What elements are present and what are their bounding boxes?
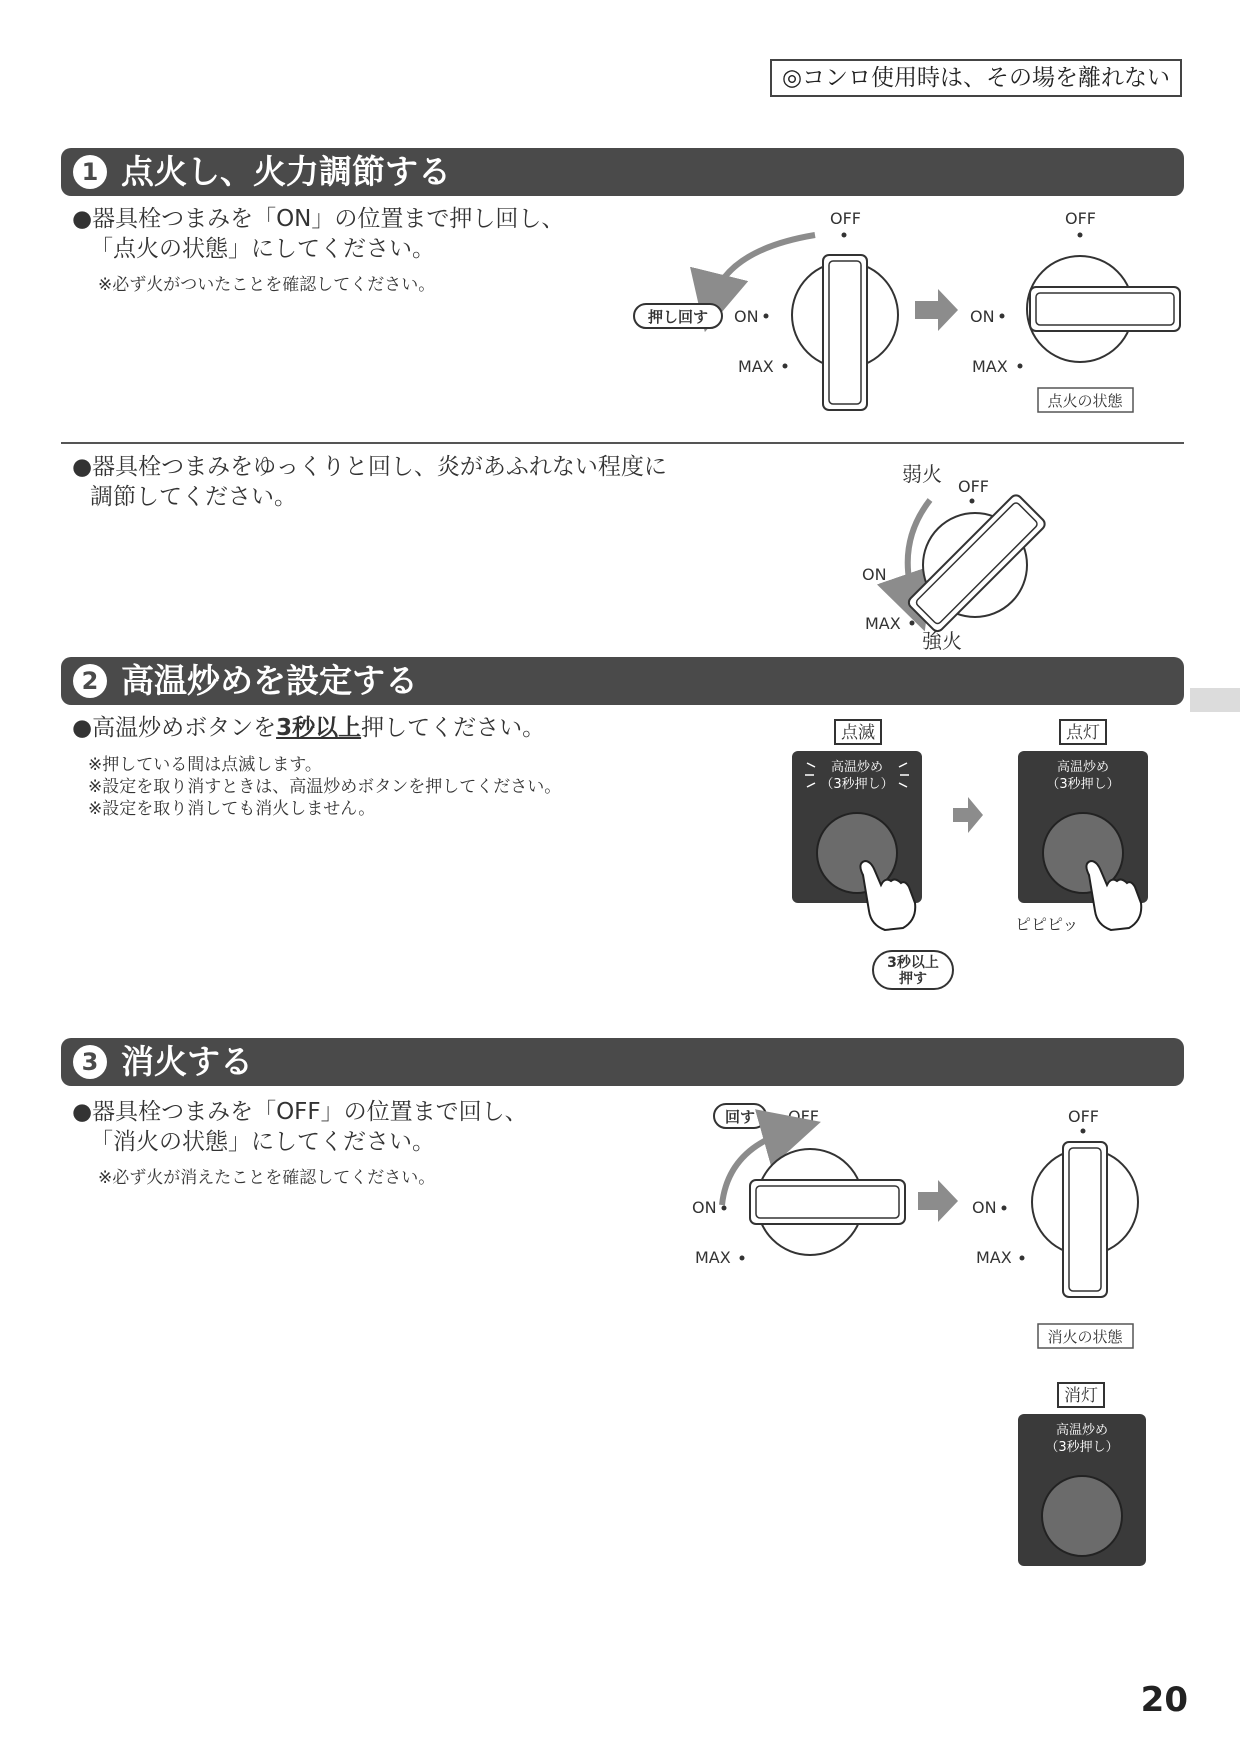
section-3-number: 3 [73,1045,107,1079]
turn-label: 回す [724,1108,756,1126]
section-3-header [61,1038,1184,1086]
ignited-state-label: 点火の状態 [1047,392,1123,410]
push-turn-label: 押し回す [647,308,709,326]
section-1-instruction-2 [72,452,667,512]
beep-label: ピピピッ [1015,915,1079,934]
section-2-title: 高温炒めを設定する [121,661,418,700]
knob-on-label: ON [692,1198,717,1217]
instruction-line: ●器具栓つまみを「ON」の位置まで押し回し、 [72,206,565,232]
instruction-pre: ●高温炒めボタンを [72,715,277,741]
section-2-header [61,657,1184,705]
next-arrow-icon [915,289,958,331]
knob-off-label: OFF [788,1107,819,1126]
section-1-title: 点火し、火力調節する [121,152,451,191]
instruction-line: 「点火の状態」にしてください。 [90,236,435,262]
extinguished-state-label: 消火の状態 [1047,1328,1123,1346]
section-2-notes [88,754,561,820]
knob-off-label: OFF [830,209,861,228]
instruction-line: 調節してください。 [90,484,297,510]
knob-max-label: MAX [976,1248,1012,1267]
weak-fire-label: 弱火 [902,462,942,486]
section-1-instruction-1 [72,204,564,264]
section-2-number: 2 [73,664,107,698]
strong-fire-label: 強火 [922,629,962,653]
instruction-line: ●器具栓つまみをゆっくりと回し、炎があふれない程度に [72,454,667,480]
knob-off-label: OFF [1068,1107,1099,1126]
section-3-title: 消火する [121,1042,253,1081]
knob-max-label: MAX [972,357,1008,376]
knob-on-label: ON [972,1198,997,1217]
next-arrow-icon [953,797,983,833]
blink-label: 点滅 [841,723,875,743]
section-1-note: ※必ず火がついたことを確認してください。 [98,275,436,295]
knob-on-label: ON [862,565,887,584]
button-label-line1: 高温炒め [1056,760,1110,775]
section-3-instruction [72,1097,528,1157]
knob-on-label: ON [970,307,995,326]
knob-off-label: OFF [958,477,989,496]
lit-label: 点灯 [1066,723,1100,743]
button-label-line2: （3秒押し） [1046,777,1120,792]
next-arrow-icon [918,1180,958,1222]
instruction-post: 押してください。 [361,715,546,741]
extinguish-knob-illustration [680,1100,1160,1352]
section-3-note: ※必ず火が消えたことを確認してください。 [98,1168,436,1188]
knob-max-label: MAX [865,614,901,633]
section-1-divider [61,442,1184,444]
high-temp-button-illustration [785,715,1155,990]
side-tab [1190,688,1240,712]
flame-adjust-illustration [850,455,1080,655]
instruction-line: ●器具栓つまみを「OFF」の位置まで回し、 [72,1099,528,1125]
button-label-line2: （3秒押し） [1045,1440,1119,1455]
press-3s-line2: 押す [899,971,927,987]
knob-on-label: ON [734,307,759,326]
note-line: ※設定を取り消しても消火しません。 [88,799,376,819]
header-notice: ◎コンロ使用時は、その場を離れない [770,59,1182,97]
note-line: ※押している間は点滅します。 [88,755,322,775]
note-line: ※設定を取り消すときは、高温炒めボタンを押してください。 [88,777,562,797]
button-label-line2: （3秒押し） [820,777,894,792]
light-off-label: 消灯 [1064,1386,1098,1406]
button-label-line1: 高温炒め [1055,1423,1109,1438]
knob-off-label: OFF [1065,209,1096,228]
page-number: 20 [1140,1680,1188,1720]
section-2-instruction [72,713,545,743]
ignition-knob-illustration [620,205,1190,420]
high-temp-button-icon [1042,1476,1122,1556]
section-1-number: 1 [73,155,107,189]
instruction-line: 「消火の状態」にしてください。 [90,1129,435,1155]
section-1-header [61,148,1184,196]
instruction-emphasis: 3秒以上 [276,715,362,741]
knob-max-label: MAX [738,357,774,376]
knob-max-label: MAX [695,1248,731,1267]
press-3s-line1: 3秒以上 [887,955,939,971]
button-label-line1: 高温炒め [830,760,884,775]
light-off-panel-illustration [1010,1378,1150,1573]
